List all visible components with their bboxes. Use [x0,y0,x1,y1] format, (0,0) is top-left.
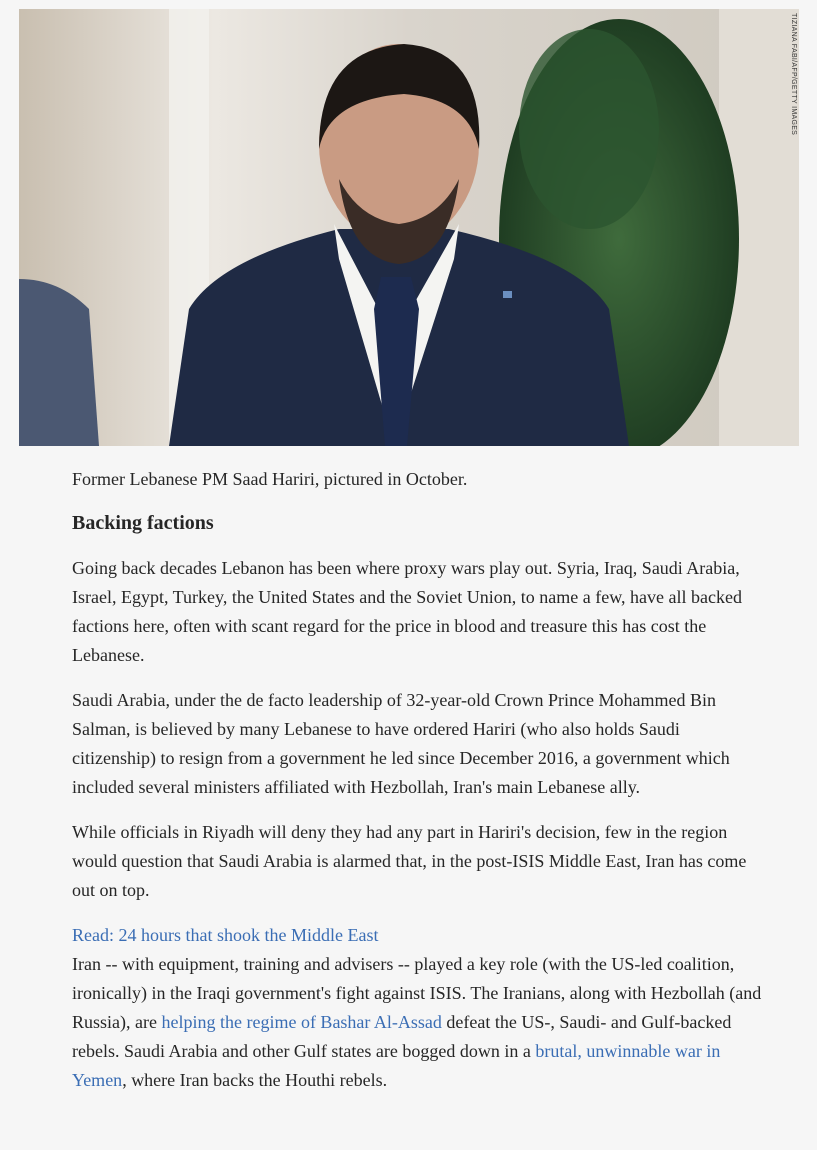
assad-link[interactable]: helping the regime of Bashar Al-Assad [161,1012,442,1032]
read-more-link[interactable]: Read: 24 hours that shook the Middle East [72,925,379,945]
paragraph-last [72,950,762,1095]
paragraph-text: Iran -- with equipment, training and advisers -- played a key role (with the US-led coalition, ironically) in the Iraqi government's fight against ISIS. The Iranians, along with Hezbollah (and Russia), are [72,954,762,1032]
paragraph-text: defeat the US-, Saudi- and Gulf-backed rebels. Saudi Arabia and other Gulf states are bogged down in a [72,1012,732,1061]
photo-caption: Former Lebanese PM Saad Hariri, pictured in October. [72,469,468,489]
photo-credit: TIZIANA FABI/AFP/GETTY IMAGES [790,13,797,136]
paragraph: While officials in Riyadh will deny they had any part in Hariri's decision, few in the region would question that Saudi Arabia is alarmed that, in the post-ISIS Middle East, Iran has come out on top. [72,822,747,900]
paragraph-text: , where Iran backs the Houthi rebels. [122,1070,388,1090]
article-body [72,464,762,1111]
paragraph: Going back decades Lebanon has been where proxy wars play out. Syria, Iraq, Saudi Arabia, Israel, Egypt, Turkey, the United States and the Soviet Union, to name a few, have all backed factions here, often with scant regard for the price in blood and treasure this has cost the Lebanese. [72,558,742,665]
article-photo [19,9,799,446]
yemen-war-link[interactable]: brutal, unwinnable war in Yemen [72,1041,721,1090]
paragraph: Saudi Arabia, under the de facto leadership of 32-year-old Crown Prince Mohammed Bin Salman, is believed by many Lebanese to have ordered Hariri (who also holds Saudi citizenship) to resign from a government he led since December 2016, a government which included several ministers affiliated with Hezbollah, Iran's main Lebanese ally. [72,690,730,797]
hariri-portrait-illustration [19,9,799,446]
section-heading: Backing factions [72,512,214,534]
